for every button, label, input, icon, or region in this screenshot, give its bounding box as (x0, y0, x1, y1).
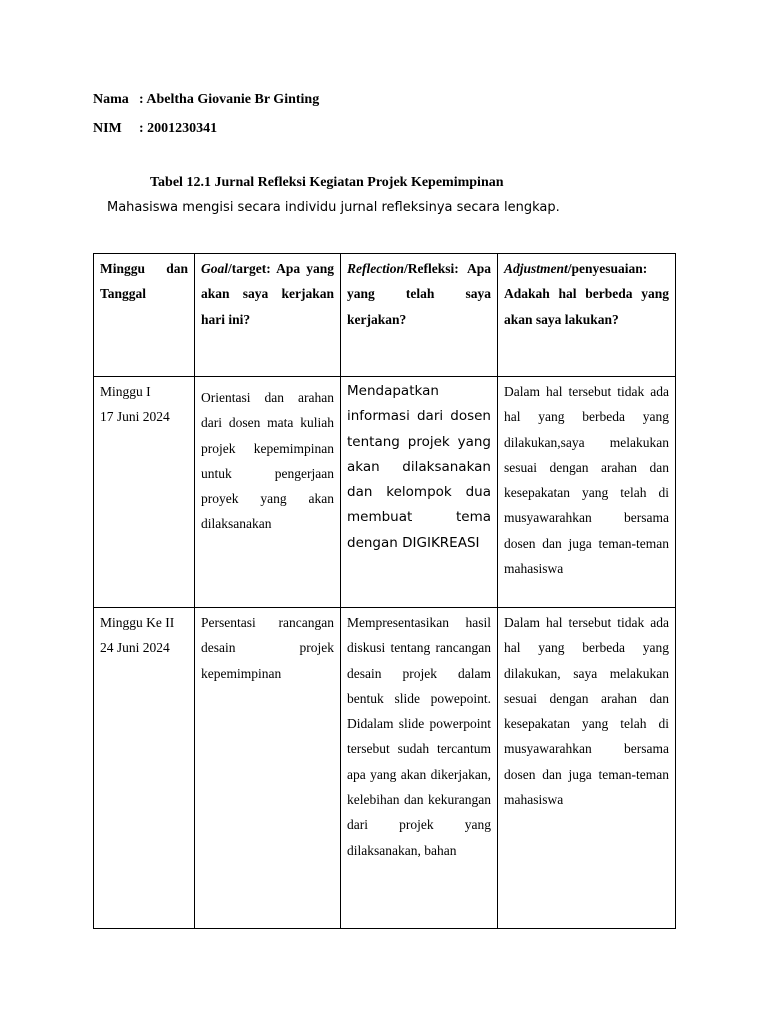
header-reflection (341, 254, 498, 377)
adjustment-cell: Dalam hal tersebut tidak ada hal yang berbeda yang dilakukan, saya melakukan sesuai dengan arahan dan kesepakatan yang telah di musyawarahkan bersama dosen dan juga teman-teman mahasiswa (498, 608, 676, 929)
name-label: Nama (93, 92, 129, 107)
header-reflection-italic: Reflection (347, 261, 404, 276)
student-name-row (93, 91, 319, 109)
table-title: Tabel 12.1 Jurnal Refleksi Kegiatan Projek Kepemimpinan (150, 175, 504, 190)
reflection-cell: Mendapatkan informasi dari dosen tentang projek yang akan dilaksanakan dan kelompok dua membuat tema dengan DIGIKREASI (341, 377, 498, 608)
header-reflection-text: /Refleksi: Apa yang telah saya kerjakan? (347, 261, 491, 327)
header-week-date: Minggu dan Tanggal (94, 254, 195, 377)
goal-cell: Orientasi dan arahan dari dosen mata kuliah projek kepemimpinan untuk pengerjaan proyek yang akan dilaksanakan (195, 377, 341, 608)
header-adjustment (498, 254, 676, 377)
adjustment-cell: Dalam hal tersebut tidak ada hal yang berbeda yang dilakukan,saya melakukan sesuai dengan arahan dan kesepakatan yang telah di musyawarahkan bersama dosen dan juga teman-teman mahasiswa (498, 377, 676, 608)
table-row (94, 377, 676, 608)
header-goal-text: /target: Apa yang akan saya kerjakan hari ini? (201, 261, 334, 327)
date-label: 24 Juni 2024 (100, 640, 170, 656)
week-date-cell (94, 608, 195, 929)
nim-value: : 2001230341 (139, 121, 218, 136)
header-adjustment-italic: Adjustment (504, 261, 568, 276)
week-label: Minggu Ke II (100, 615, 175, 630)
goal-cell: Persentasi rancangan desain projek kepemimpinan (195, 608, 341, 929)
name-value: : Abeltha Giovanie Br Ginting (139, 92, 320, 107)
header-goal (195, 254, 341, 377)
week-label: Minggu I (100, 384, 151, 399)
date-label: 17 Juni 2024 (100, 409, 170, 425)
instruction-text: Mahasiswa mengisi secara individu jurnal refleksinya secara lengkap. (107, 200, 560, 215)
student-id-row (93, 120, 217, 138)
header-adjustment-text: /penyesuaian: Adakah hal berbeda yang akan saya lakukan? (504, 261, 669, 327)
nim-label: NIM (93, 121, 122, 136)
table-header-row (94, 254, 676, 377)
table-row (94, 608, 676, 929)
week-date-cell (94, 377, 195, 608)
reflection-cell: Mempresentasikan hasil diskusi tentang rancangan desain projek dalam bentuk slide powepoint. Didalam slide powerpoint tersebut sudah tercantum apa yang akan dikerjakan, kelebihan dan kekurangan dari projek yang dilaksanakan, bahan (341, 608, 498, 929)
header-goal-italic: Goal (201, 261, 228, 276)
reflection-journal-table (93, 253, 676, 929)
